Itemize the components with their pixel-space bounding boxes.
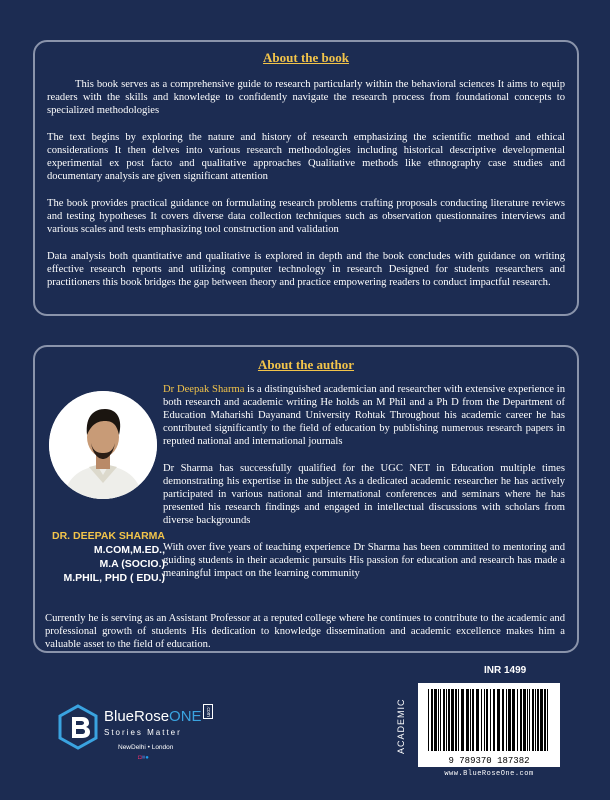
about-book-paragraph: Data analysis both quantitative and qualitative is explored in depth and the book concludes with guidance on writing effective research reports and utilizing computer technology in research Designed for students researchers and practitioners this book bridges the gap between theory and practice empowering readers to conduct impactful research. (47, 251, 565, 288)
about-book-paragraph: The text begins by exploring the nature and history of research emphasizing the scientific method and ethical considerations It then delves into various research methodologies including historical descriptive developmental experimental ex post facto and qualitative approaches Qualitative methods like ethnography case studies and documentary analysis are given significant attention (47, 132, 565, 182)
author-credentials (41, 529, 165, 585)
about-author-heading: About the author (257, 357, 355, 372)
about-book-panel (33, 40, 579, 316)
isbn-number: 9 789370 187382 (448, 756, 530, 766)
author-paragraph-4: Currently he is serving as an Assistant Professor at a reputed college where he continues to contribute to the academic and professional growth of students His dedication to knowledge dissemination and academic excellence makes him a valuable asset to the field of education. (45, 613, 565, 650)
category-label: ACADEMIC (396, 698, 406, 754)
about-book-heading: About the book (263, 50, 349, 65)
author-name-label: DR. DEEPAK SHARMA (52, 530, 165, 542)
publisher-name-accent: ONE (169, 708, 202, 725)
publisher-logo (58, 700, 268, 770)
publisher-name: BlueRose (104, 708, 170, 725)
price-label: INR 1499 (484, 665, 527, 676)
author-paragraph-1 (163, 383, 565, 448)
social-icons (138, 755, 149, 761)
about-book-text (47, 78, 565, 303)
about-author-text (163, 383, 565, 594)
publisher-com-tag: .com (205, 706, 211, 717)
author-paragraph-1-text: is a distinguished academician and researcher with extensive experience in both research and academic writing He holds an M Phil and a Ph D from the Department of Education Maharishi Dayanand University Rohtak Throughout his academic career he has contributed significantly to the field of education by publishing numerous research papers in reputed national and international journals (163, 384, 566, 447)
author-photo (49, 391, 157, 499)
bluerose-logo-icon (58, 704, 98, 750)
about-book-paragraph: This book serves as a comprehensive guide to research particularly within the behavioral sciences It aims to equip readers with the skills and knowledge to confidently navigate the research process from foundational concepts to specialized methodologies (47, 79, 565, 116)
publisher-cities: NewDelhi • London (118, 744, 174, 751)
instagram-icon: ◘ (138, 755, 142, 761)
author-credential: M.PHIL, PHD ( EDU.) (63, 572, 165, 584)
author-paragraph-2: Dr Sharma has successfully qualified for the UGC NET in Education multiple times demonstrating his expertise in the subject As a dedicated academic researcher he has actively participated in various national and international conferences and seminars where he has presented his research findings and engaged in intellectual discussions with scholars from diverse backgrounds (163, 463, 565, 526)
about-book-paragraph: The book provides practical guidance on formulating research problems crafting proposals conducting literature reviews and testing hypotheses It covers diverse data collection techniques such as observation questionnaires interviews and various scales and tests emphasizing tool construction and validation (47, 198, 565, 235)
publisher-website: www.BlueRoseOne.com (444, 770, 534, 778)
author-credential: M.A (SOCIO.) (99, 558, 165, 570)
author-credential: M.COM,M.ED., (93, 544, 165, 556)
author-paragraph-3: With over five years of teaching experience Dr Sharma has been committed to mentoring and guiding students in their academic pursuits His passion for education and research has made a meaningful impact on the learning community (163, 542, 565, 579)
publisher-tagline: Stories Matter (104, 728, 182, 737)
barcode-bars (418, 683, 560, 755)
about-author-panel (33, 345, 579, 653)
author-name-highlight: Dr Deepak Sharma (163, 384, 245, 395)
facebook-icon: ■ (141, 755, 146, 761)
twitter-icon: ● (145, 755, 149, 761)
isbn-barcode (418, 683, 560, 767)
